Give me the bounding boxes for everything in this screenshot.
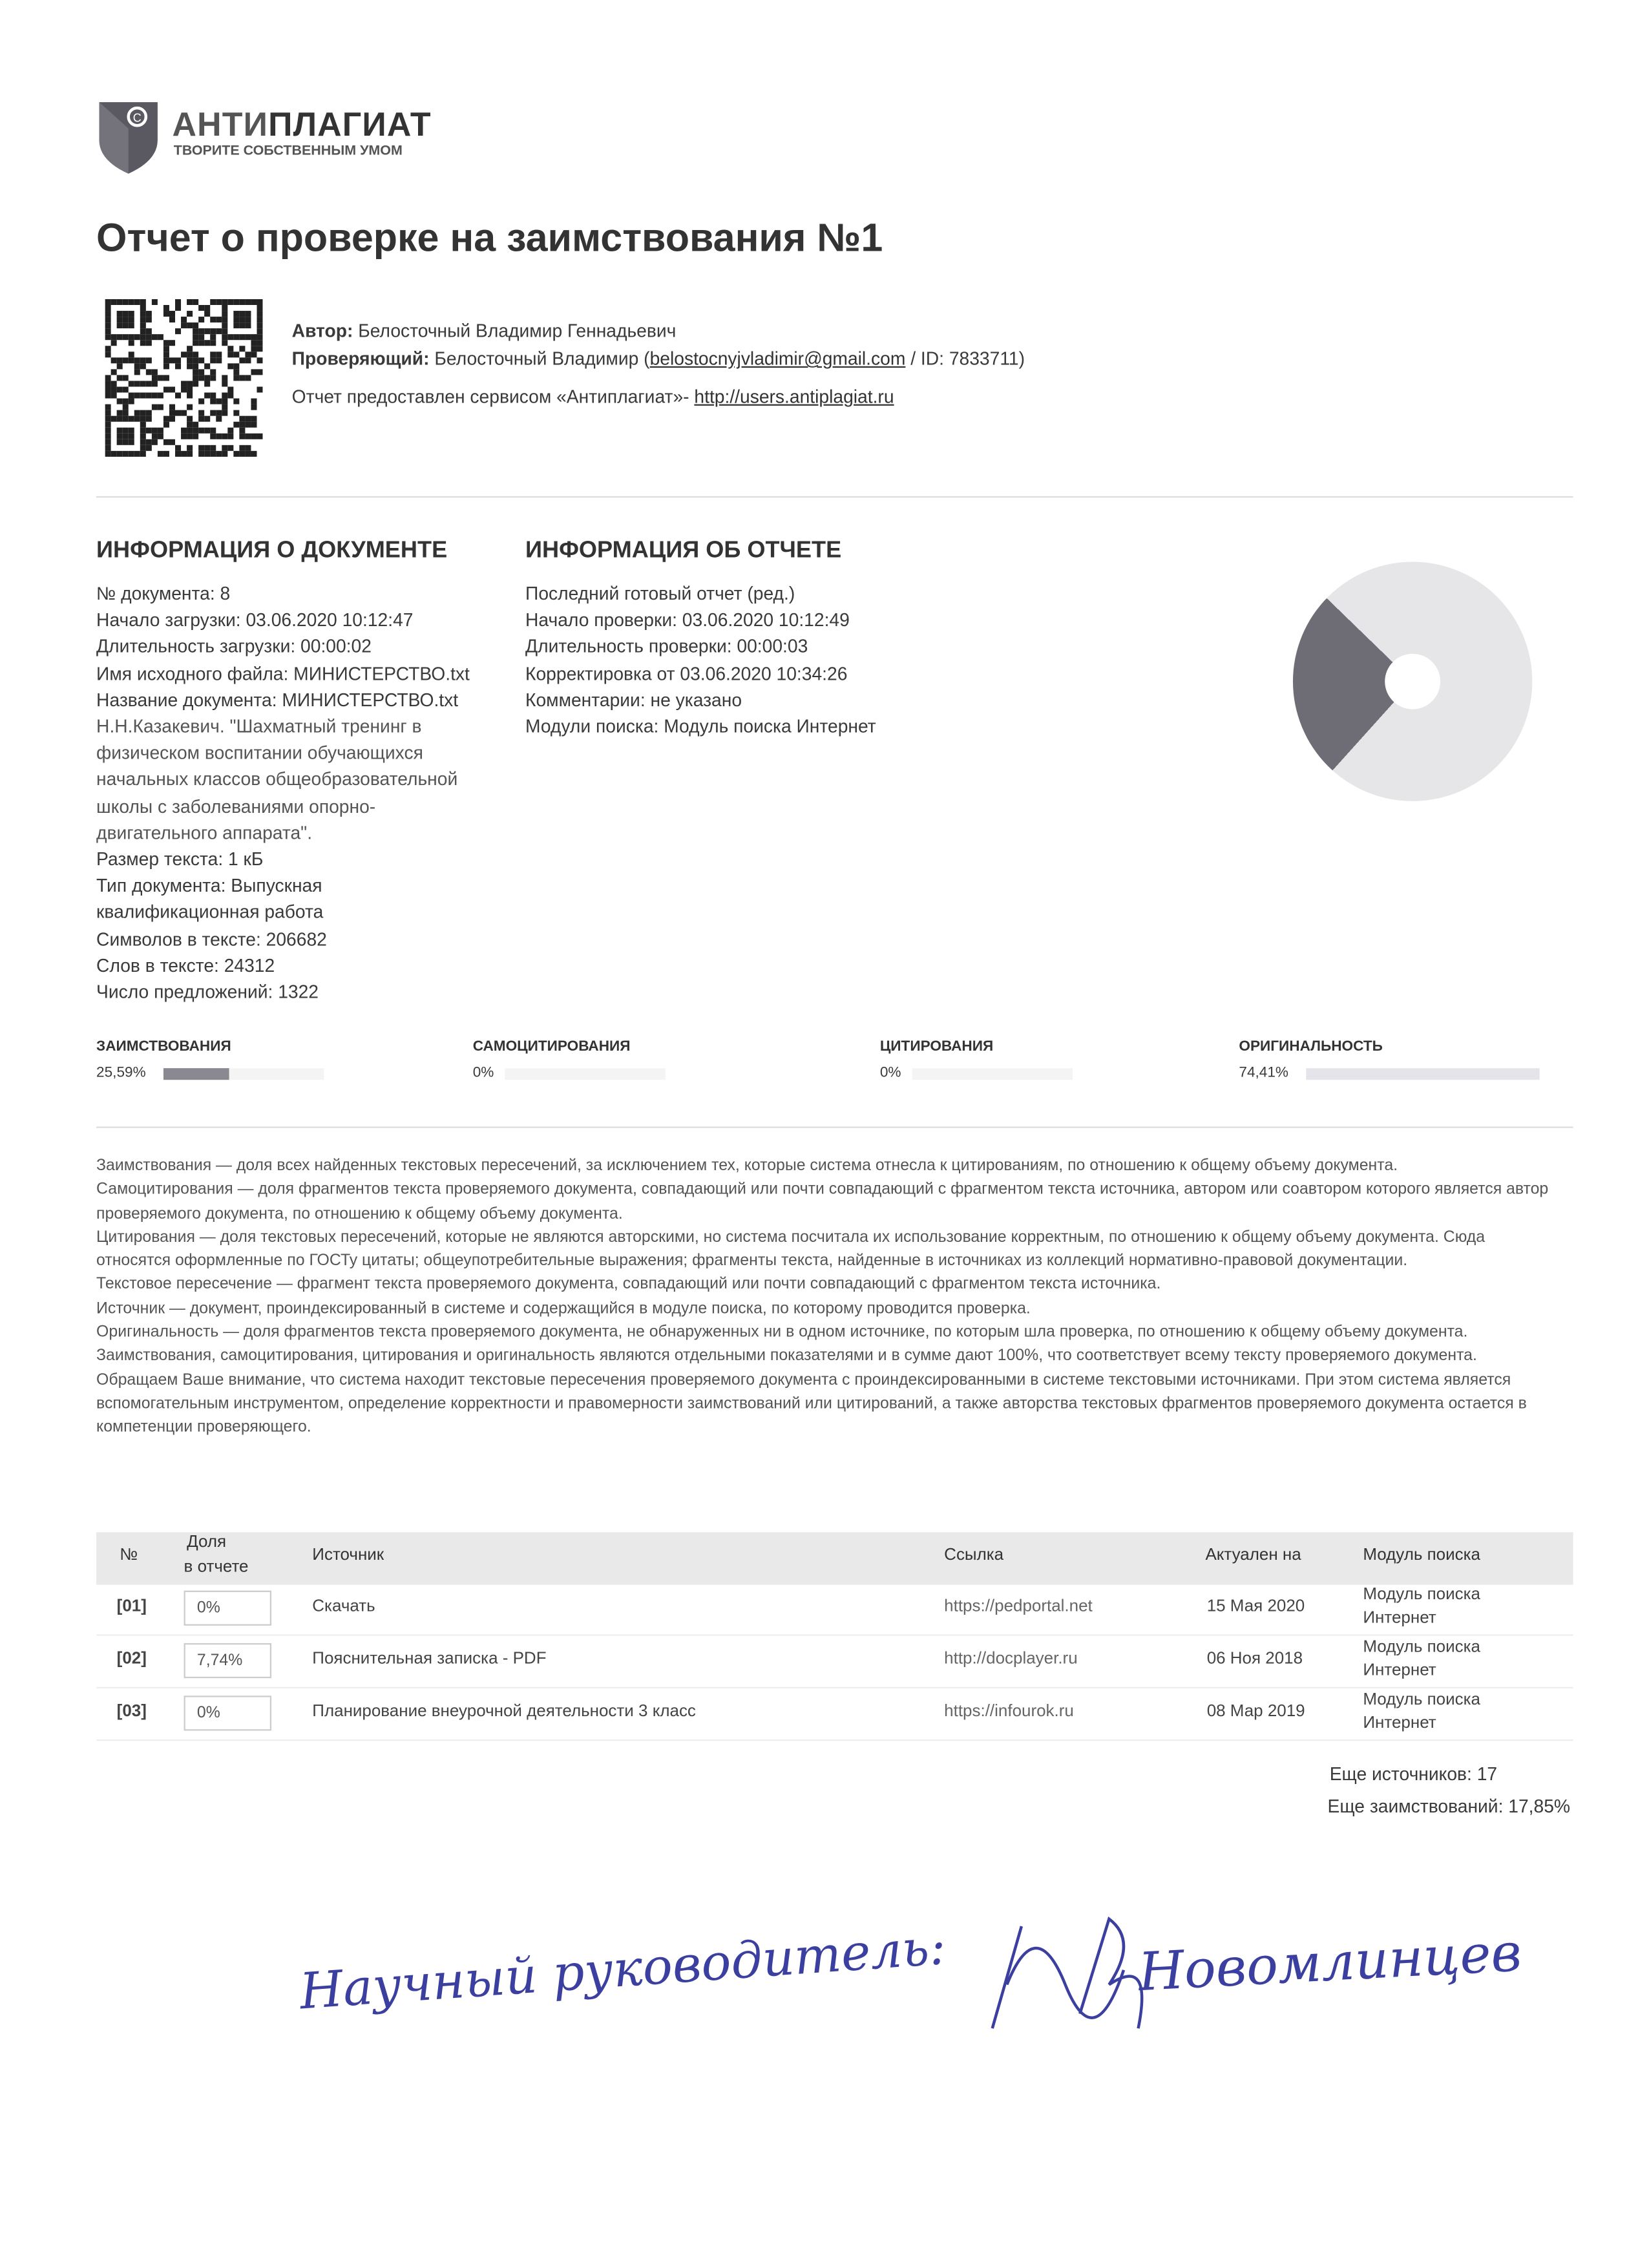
stat-value: 25,59% [96,1065,146,1082]
row-source-link[interactable]: https://pedportal.net [944,1597,1093,1616]
report-info-line: Комментарии: не указано [525,689,742,711]
doc-info-line: двигательного аппарата". [96,823,313,843]
col-header-num: № [120,1546,138,1565]
doc-info-heading: ИНФОРМАЦИЯ О ДОКУМЕНТЕ [96,538,448,563]
doc-info-line: Начало загрузки: 03.06.2020 10:12:47 [96,610,414,631]
signature-name: Новомлинцев [1137,1923,1523,2004]
stat-bar-fill [1306,1068,1539,1080]
row-source-title[interactable]: Планирование внеурочной деятельности 3 класс [312,1703,696,1721]
doc-info-line: физическом воспитании обучающихся [96,743,423,764]
author-line [292,321,677,342]
logo-slogan: ТВОРИТЕ СОБСТВЕННЫМ УМОМ [173,143,403,160]
report-info-line: Длительность проверки: 00:00:03 [525,636,808,658]
report-info-line: Начало проверки: 03.06.2020 10:12:49 [525,610,850,631]
reviewer-email-link[interactable]: belostocnyjvladimir@gmail.com [649,348,906,370]
row-module: Модуль поиска [1363,1639,1481,1657]
row-number: [02] [116,1650,147,1668]
logo-name-bold: ПЛАГИАТ [268,105,432,143]
definition-paragraph: Заимствования — доля всех найденных текстовых пересечений, за исключением тех, которые система отнесла к цитированиям, по отношению к общему объему документа. [96,1157,1398,1175]
row-module-2: Интернет [1363,1662,1436,1680]
report-info-line: Модули поиска: Модуль поиска Интернет [525,716,876,737]
row-date: 06 Ноя 2018 [1206,1650,1303,1668]
doc-info-line: Н.Н.Казакевич. "Шахматный тренинг в [96,716,422,737]
stat-value: 0% [879,1065,901,1082]
service-text: Отчет предоставлен сервисом «Антиплагиат»- [291,386,695,408]
row-divider [96,1687,1573,1688]
definition-paragraph: Самоцитирования — доля фрагментов текста проверяемого документа, совпадающий или почти совпадающий с фрагментом текста источника, автором или соавтором которого является автор проверяемого документа, по отношению к общему объему документа. [96,1181,1549,1223]
definitions [96,1154,1563,1440]
row-date: 15 Мая 2020 [1206,1597,1305,1616]
col-header-link: Ссылка [944,1546,1004,1565]
qr-code [105,299,263,459]
row-divider [96,1739,1573,1741]
reviewer-line [292,349,1025,370]
more-borrowings: Еще заимствований: 17,85% [1327,1796,1571,1817]
row-number: [01] [116,1597,147,1616]
stat-value: 0% [472,1065,494,1082]
doc-info-line: Имя исходного файла: МИНИСТЕРСТВО.txt [96,663,470,684]
stat-bar-track [505,1068,665,1080]
row-module: Модуль поиска [1363,1691,1481,1709]
more-sources: Еще источников: 17 [1329,1764,1498,1785]
report-info-heading: ИНФОРМАЦИЯ ОБ ОТЧЕТЕ [525,538,842,563]
logo-name [172,105,431,145]
antiplagiat-shield-logo-icon [96,96,160,175]
definition-paragraph: Обращаем Ваше внимание, что система находит текстовые пересечения проверяемого документа с проиндексированными в системе текстовыми источниками. При этом система является вспомогательным инструментом, определение корректности и правомерности заимствований или цитирований, а также авторства текстовых фрагментов проверяемого документа остается в компетенции проверяющего. [96,1371,1527,1436]
row-source-title[interactable]: Пояснительная записка - PDF [312,1650,547,1668]
row-share-box: 0% [184,1591,272,1626]
definition-paragraph: Источник — документ, проиндексированный в системе и содержащийся в модуле поиска, по которому проводится проверка. [96,1299,1031,1318]
stat-bar-track [1306,1068,1539,1080]
row-module: Модуль поиска [1363,1586,1481,1604]
report-info-line: Корректировка от 03.06.2020 10:34:26 [525,663,848,684]
page-title: Отчет о проверке на заимствования №1 [96,216,883,260]
row-share-box: 7,74% [184,1643,272,1678]
doc-info-line: Тип документа: Выпускная [96,876,322,897]
logo-name-light: АНТИ [172,105,269,143]
doc-info-line: квалификационная работа [96,902,324,923]
doc-info-line: Число предложений: 1322 [96,982,319,1003]
doc-info-line: № документа: 8 [96,583,231,604]
reviewer-label: Проверяющий: [291,348,430,370]
divider [96,1126,1573,1128]
doc-info-list [96,581,470,1006]
row-source-title[interactable]: Скачать [312,1597,375,1616]
handwritten-note: Научный руководитель: [298,1918,948,2022]
stat-label: САМОЦИТИРОВАНИЯ [472,1038,631,1055]
doc-info-line: Слов в тексте: 24312 [96,955,275,976]
row-divider [96,1634,1573,1635]
definition-paragraph: Текстовое пересечение — фрагмент текста проверяемого документа, совпадающий или почти совпадающий с фрагментом текста источника. [96,1276,1161,1294]
doc-info-line: Длительность загрузки: 00:00:02 [96,636,372,658]
definition-paragraph: Оригинальность — доля фрагментов текста проверяемого документа, не обнаруженных ни в одном источнике, по которым шла проверка, по отношению к общему объему документа. [96,1323,1468,1341]
col-header-module: Модуль поиска [1363,1546,1481,1565]
reviewer-value: Белосточный Владимир ( [434,348,650,370]
row-source-link[interactable]: https://infourok.ru [944,1703,1074,1721]
row-number: [03] [116,1703,147,1721]
col-header-share: Доля [187,1533,227,1551]
doc-info-line: Размер текста: 1 кБ [96,849,264,870]
col-header-source: Источник [312,1546,384,1565]
service-link[interactable]: http://users.antiplagiat.ru [694,386,894,408]
col-header-share-2: в отчете [184,1558,249,1577]
stat-bar-track [163,1068,324,1080]
row-date: 08 Мар 2019 [1206,1703,1305,1721]
stat-value: 74,41% [1239,1065,1288,1082]
stat-bar-track [912,1068,1073,1080]
doc-info-line: Название документа: МИНИСТЕРСТВО.txt [96,689,459,711]
stat-bar-fill [163,1068,229,1080]
col-header-date: Актуален на [1205,1546,1301,1565]
author-value: Белосточный Владимир Геннадьевич [358,320,677,342]
stat-label: ЦИТИРОВАНИЯ [879,1038,994,1055]
pie-hole [1385,654,1440,709]
report-info-line: Последний готовый отчет (ред.) [525,583,795,604]
doc-info-line: школы с заболеваниями опорно- [96,796,376,817]
row-module-2: Интернет [1363,1714,1436,1732]
row-source-link[interactable]: http://docplayer.ru [944,1650,1078,1668]
divider [96,496,1573,498]
svg-text:C: C [132,111,142,125]
reviewer-id: / ID: 7833711) [905,348,1025,370]
doc-info-line: Символов в тексте: 206682 [96,929,327,950]
author-label: Автор: [291,320,353,342]
definition-paragraph: Цитирования — доля текстовых пересечений, которые не являются авторскими, но система посчитала их использование корректным, по отношению к общему объему документа. Сюда относятся оформленные по ГОСТу цитаты; общеупотребительные выражения; фрагменты текста, найденные в источниках из коллекций нормативно-правовой документации. [96,1228,1486,1270]
service-line [292,386,894,407]
row-module-2: Интернет [1363,1610,1436,1628]
report-info-list [525,581,876,740]
row-share-box: 0% [184,1696,272,1730]
definition-paragraph: Заимствования, самоцитирования, цитирования и оригинальность являются отдельными показателями и в сумме дают 100%, что соответствует всему тексту проверяемого документа. [96,1347,1477,1365]
stat-label: ОРИГИНАЛЬНОСТЬ [1239,1038,1383,1055]
doc-info-line: начальных классов общеобразовательной [96,770,458,790]
originality-pie-chart [1293,562,1532,801]
stat-label: ЗАИМСТВОВАНИЯ [96,1038,231,1055]
